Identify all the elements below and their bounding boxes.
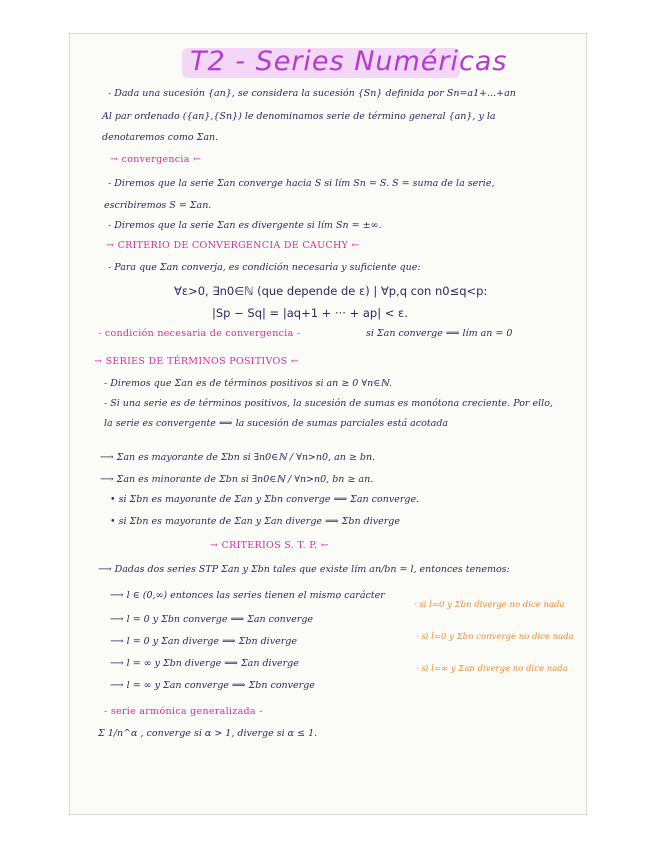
page-title: T2 - Series Numéricas [190, 46, 508, 77]
note-line: ⟶ l ∈ (0,∞) entonces las series tienen el mismo carácter [110, 590, 385, 601]
note-line: ⟶ Σan es minorante de Σbn si ∃n0∈ℕ / ∀n>n0, bn ≥ an. [100, 474, 374, 485]
note-line: • si Σbn es mayorante de Σan y Σan diverge ⟹ Σbn diverge [110, 516, 401, 527]
note-line: ⟶ Σan es mayorante de Σbn si ∃n0∈ℕ / ∀n>n0, an ≥ bn. [100, 452, 376, 463]
side-note: · si l=0 y Σbn diverge no dice nada [414, 600, 565, 610]
section-heading: → CRITERIO DE CONVERGENCIA DE CAUCHY ← [106, 240, 360, 251]
section-heading: → convergencia ← [110, 154, 202, 165]
note-line: - Diremos que la serie Σan es divergente si lím Sn = ±∞. [108, 220, 382, 231]
note-line: Al par ordenado ({an},{Sn}) le denominamos serie de término general {an}, y la [102, 111, 496, 122]
note-line: denotaremos como Σan. [102, 132, 219, 143]
notebook-page [70, 34, 586, 814]
section-heading: - serie armónica generalizada - [104, 706, 263, 717]
note-line: ⟶ l = ∞ y Σan converge ⟹ Σbn converge [110, 680, 315, 691]
note-line: ⟶ l = 0 y Σbn converge ⟹ Σan converge [110, 614, 314, 625]
side-note: · si l=∞ y Σan diverge no dice nada [416, 664, 568, 674]
note-line: si Σan converge ⟹ lím an = 0 [366, 328, 513, 339]
note-line: ⟶ l = 0 y Σan diverge ⟹ Σbn diverge [110, 636, 297, 647]
note-line: ⟶ l = ∞ y Σbn diverge ⟹ Σan diverge [110, 658, 299, 669]
note-line: ⟶ Dadas dos series STP Σan y Σbn tales que existe lím an/bn = l, entonces tenemos: [98, 564, 510, 575]
note-line: escribiremos S = Σan. [104, 200, 212, 211]
formula-line: |Sp − Sq| = |aq+1 + ··· + ap| < ε. [212, 306, 408, 320]
note-line: • si Σbn es mayorante de Σan y Σbn converge ⟹ Σan converge. [110, 494, 420, 505]
note-line: - Si una serie es de términos positivos, la sucesión de sumas es monótona creciente. Por ello, [104, 398, 553, 409]
side-note: · si l=0 y Σbn converge no dice nada [416, 632, 574, 642]
note-line: Σ 1/n^α , converge si α > 1, diverge si α ≤ 1. [98, 728, 318, 739]
note-line: - Para que Σan converja, es condición necesaria y suficiente que: [108, 262, 421, 273]
note-line: - Diremos que la serie Σan converge hacia S si lím Sn = S. S = suma de la serie, [108, 178, 495, 189]
formula-line: ∀ε>0, ∃n0∈ℕ (que depende de ε) | ∀p,q con n0≤q<p: [174, 284, 488, 298]
section-heading: → CRITERIOS S. T. P. ← [210, 540, 329, 551]
note-line: - Diremos que Σan es de términos positivos si an ≥ 0 ∀n∈ℕ. [104, 378, 392, 389]
note-line: - Dada una sucesión {an}, se considera la sucesión {Sn} definida por Sn=a1+...+an [108, 88, 516, 99]
section-heading: - condición necesaria de convergencia - [98, 328, 301, 339]
note-line: la serie es convergente ⟺ la sucesión de sumas parciales está acotada [104, 418, 449, 429]
section-heading: → SERIES DE TÉRMINOS POSITIVOS ← [94, 356, 299, 367]
